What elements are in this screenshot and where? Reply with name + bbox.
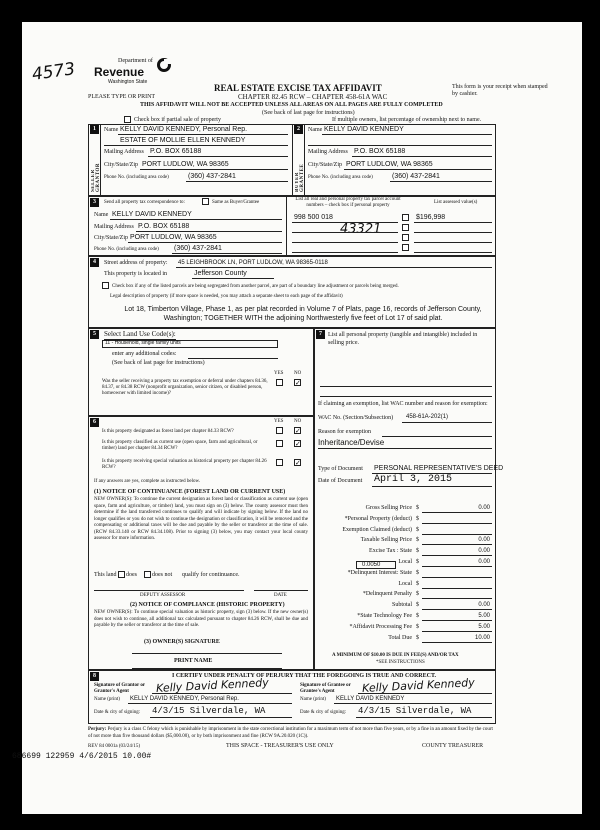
tax-row-label: Excise Tax : State	[369, 548, 412, 554]
see-instructions: *SEE INSTRUCTIONS	[376, 660, 425, 665]
exemption-reason[interactable]: Inheritance/Devise	[318, 438, 385, 447]
tax-row-label: *Personal Property (deduct)	[344, 516, 412, 522]
certify-statement: I CERTIFY UNDER PENALTY OF PERJURY THAT THE FOREGOING IS TRUE AND CORRECT.	[172, 673, 437, 679]
dor-logo: Department of Revenue Washington State	[98, 58, 188, 88]
treasurer-stamp: 686699 122959 4/6/2015 10.00#	[12, 752, 152, 761]
county-treasurer: COUNTY TREASURER	[422, 743, 484, 749]
tax-row-currency: $	[416, 591, 419, 597]
seller-name-2[interactable]: ESTATE OF MOLLIE ELLEN KENNEDY	[120, 137, 246, 144]
seller-label: SELLER GRANTOR	[91, 163, 101, 192]
parcel-1-checkbox[interactable]	[402, 214, 409, 221]
grantee-signature[interactable]: Kelly David Kennedy	[361, 676, 476, 695]
tax-row-currency: $	[416, 613, 419, 619]
wac-number[interactable]: 458-61A-202(1)	[406, 414, 449, 420]
tax-row-label: *Delinquent Interest: State	[347, 570, 412, 576]
handwritten-parcel-note: 43321	[340, 222, 382, 237]
tax-row-label: Exemption Claimed (deduct)	[342, 527, 412, 533]
same-as-buyer-checkbox[interactable]	[202, 198, 209, 205]
assessed-value[interactable]: $196,998	[416, 214, 446, 221]
assessed-header: List assessed value(s)	[434, 200, 478, 205]
tax-row-label: Gross Selling Price	[365, 505, 412, 511]
seller-mailing[interactable]: P.O. BOX 65188	[150, 148, 202, 155]
receipt-note: This form is your receipt when stamped by cashier.	[452, 84, 548, 97]
tax-row-currency: $	[416, 527, 419, 533]
seller-phone[interactable]: (360) 437-2841	[188, 173, 236, 180]
buyer-phone[interactable]: (360) 437-2841	[392, 173, 440, 180]
send-to-name[interactable]: KELLY DAVID KENNEDY	[112, 211, 192, 218]
tax-row-currency: $	[416, 548, 419, 554]
tax-row-currency: $	[416, 559, 419, 565]
tax-row-label: *State Technology Fee	[357, 613, 412, 619]
section-1-marker: 1	[90, 125, 99, 134]
section-5-marker: 5	[90, 330, 99, 339]
section-4-marker: 4	[90, 258, 99, 267]
document-type[interactable]: PERSONAL REPRESENTATIVE'S DEED	[374, 465, 504, 472]
tax-row-value[interactable]: 0.00	[478, 602, 490, 608]
tax-row-currency: $	[416, 505, 419, 511]
tax-row-currency: $	[416, 602, 419, 608]
grantee-date-city[interactable]: 4/3/15 Silverdale, WA	[358, 706, 472, 716]
tax-row-label: Subtotal	[391, 602, 412, 608]
seller-city[interactable]: PORT LUDLOW, WA 98365	[142, 161, 229, 168]
section-2-marker: 2	[294, 125, 303, 134]
section-7-marker: 7	[316, 330, 325, 339]
tax-row-label: Local	[398, 559, 412, 565]
seller-name[interactable]: KELLY DAVID KENNEDY, Personal Rep.	[120, 126, 248, 133]
tax-row-currency: $	[416, 581, 419, 587]
buyer-label: BUYER GRANTEE	[295, 163, 305, 192]
tax-row-currency: $	[416, 635, 419, 641]
section-8-marker: 8	[90, 672, 99, 681]
rev-number: REV 84 0001a (03/24/15)	[88, 744, 140, 749]
parcels-header: List all real and personal property tax parcel account numbers – check box if personal property	[295, 197, 401, 208]
affidavit-page: 4573 Department of Revenue Washington State PLEASE TYPE OR PRINT REAL ESTATE EXCISE TAX AFFIDAVIT CHAPTER 82.45 RCW – CHAPTER 458-61A WAC THIS AFFIDAVIT WILL NOT BE ACCEPTED UNLESS ALL AREAS ON ALL PAGES ARE FULLY COMPLETED (See back of last page for instructions) This form is your receipt when stamped by cashier. Check box if partial sale of property If multiple owners, list percentage of ownership next to name. 1 2 SELLER GRANTOR BUYER GRANTEE Name KELLY DAVID KENNEDY, Personal Rep. ESTATE OF MOLLIE ELLEN KENNEDY Mailing Address P.O. BOX 65188 City/State/Zip PORT LUDLOW, WA 98365 Phone No. (including area code) (360) 437-2841 Name KELLY DAVID KENNEDY Mailing Address P.O. BOX 65188 City/State/Zip PORT LUDLOW, WA 98365 Phone No. (including area code) (360) 437-2841 3 Send all property tax correspondence to: Same as Buyer/Grantee Name KELLY DAVID KENNEDY Mailing Address P.O. BOX 65188 City/State/Zip PORT LUDLOW, WA 98365 Phone No. (including area code) (360) 437-2841 List all real and personal property tax parcel account numbers – check box if personal property List assessed value(s) 998 500 018 $196,998 43321 4 Street address of property: 45 LEIGHBROOK LN, PORT LUDLOW, WA 98365-0118 This property is located in Jefferson County Check box if any of the listed parcels are being segregated from another parcel, are part of a boundary line adjustment or parcels being merged. Legal description of property (if more space is needed, you may attach a separate sheet to each page of the affidavit) Lot 18, Timberton Village, Phase 1, as per plat recorded in Volume 7 of Plats, page 16, records of Jefferson County, Washington; TOGETHER WITH the adjoining Northwesterly five feet of Lot 17 of said plat. 5 Select Land Use Code(s): 11 - Household, single family units enter any additional codes: (See back of last page for instructions) YES NO Was the seller receiving a property tax exemption or deferral under chapters 84.36, 84.37, or 84.38 RCW (nonprofit organization, senior citizen, or disabled person, homeowner with limited income)? ✓ 6 YES NO Is this property designated as forest land per chapter 84.33 RCW? ✓ Is this property classified as current use (open space, farm and agricultural, or timber) land per chapter 84.34 RCW? ✓ Is this property receiving special valuation as historical property per chapter 84.26 RCW? ✓ If any answers are yes, complete as instructed below. (1) NOTICE OF CONTINUANCE (FOREST LAND OR CURRENT USE) NEW OWNER(S): To continue the current designation as forest land or classification as current use (open space, farm and agriculture, or timber) land, you must sign on (3) below. The county assessor must then determine if the land transferred continues to qualify and will indicate by signing below. If the land no longer qualifies or you do not wish to continue the designation or classification, it will be removed and the compensating or additional taxes will be due and payable by the seller or transferor at the time of sale. (RCW 84.33.140 or RCW 84.34.108). Prior to signing (3) below, you may contact your local county assessor for more information. This land does does not qualify for continuance. DEPUTY ASSESSOR DATE (2) NOTICE OF COMPLIANCE (HISTORIC PROPERTY) NEW OWNER(S): To continue special valuation as historic property, sign (3) below. If the new owner(s) does not wish to continue, all additional tax calculated pursuant to chapter 84.26 RCW, shall be due and payable by the seller or transferor at the time of sale. (3) OWNER(S) SIGNATURE PRINT NAME 7 List all personal property (tangible and intangible) included in selling price. If claiming an exemption, list WAC number and reason for exemption: WAC No. (Section/Subsection) 458-61A-202(1) Reason for exemption Inheritance/Devise Type of Document PERSONAL REPRESENTATIVE'S DEED Date of Document April 3, 2015 Gross Selling Price $ 0.00 *Personal Property (deduct) $ Exemption Claimed (deduct) $ Taxable Selling Price $ 0.00 Excise Tax : State $ 0.00 Local $ 0.00 *Delinquent Interest: State $ Local $ *Delinquent Penalty $ Subtotal $ 0.00 *State Technology Fee $ 5.00 *Affidavit Processing Fee $ 5.00 Total Due $ 10.00 0.0050 A MINIMUM OF $10.00 IS DUE IN FEE(S) AND/OR TAX *SEE INSTRUCTIONS 8 I CERTIFY UNDER PENALTY OF PERJURY THAT THE FOREGOING IS TRUE AND CORRECT. Signature of Grantor or Grantor's Agent Kelly David Kennedy Name (print) KELLY DAVID KENNEDY, Personal Rep. Date & city of signing: 4/3/15 Silverdale, WA Signature of Grantee or Grantee's Agent Kelly David Kennedy Name (print) KELLY DAVID KENNEDY Date & city of signing: 4/3/15 Silverdale, WA Perjury: Perjury is a class C felony which is punishable by imprisonment in the state correctional institution for a maximum term of not more than five years, or by a fine in an amount fixed by the court of not more than five thousand dollars ($5,000.00), or by both imprisonment and fine (RCW 9A.20.020 (1C)). REV 84 0001a (03/24/15) THIS SPACE - TREASURER'S USE ONLY COUNTY TREASURER 686699 122959 4/6/2015 10.00#	[22, 22, 582, 814]
s6-q3-yes[interactable]	[276, 459, 283, 466]
please-type: PLEASE TYPE OR PRINT	[88, 94, 156, 100]
grantor-signature[interactable]: Kelly David Kennedy	[155, 676, 270, 695]
section-6-marker: 6	[90, 418, 99, 427]
minimum-note: A MINIMUM OF $10.00 IS DUE IN FEE(S) AND/OR TAX	[332, 653, 459, 658]
tax-row-label: Local	[398, 581, 412, 587]
tax-row-label: *Affidavit Processing Fee	[349, 624, 412, 630]
tax-row-currency: $	[416, 537, 419, 543]
legal-description[interactable]: Lot 18, Timberton Village, Phase 1, as per plat recorded in Volume 7 of Plats, page 16, records of Jefferson County, Washington; TOGETHER WITH the adjoining Northwesterly five feet of Lot 17 of said plat.	[124, 306, 482, 322]
document-date[interactable]: April 3, 2015	[374, 474, 453, 485]
tax-row-value[interactable]: 0.00	[478, 505, 490, 511]
street-address[interactable]: 45 LEIGHBROOK LN, PORT LUDLOW, WA 98365-0118	[178, 260, 328, 266]
tax-row-value[interactable]: 0.00	[478, 537, 490, 543]
form-warning: THIS AFFIDAVIT WILL NOT BE ACCEPTED UNLESS ALL AREAS ON ALL PAGES ARE FULLY COMPLETED	[140, 102, 443, 108]
treasurer-use-only: THIS SPACE - TREASURER'S USE ONLY	[226, 743, 334, 749]
s6-q1-yes[interactable]	[276, 427, 283, 434]
land-does-not-checkbox[interactable]	[144, 571, 151, 578]
tax-row-value[interactable]: 5.00	[478, 613, 490, 619]
county[interactable]: Jefferson County	[194, 270, 247, 277]
parcel-number[interactable]: 998 500 018	[294, 214, 333, 221]
send-to-mailing[interactable]: P.O. BOX 65188	[138, 223, 190, 230]
s5-q1-yes[interactable]	[276, 379, 283, 386]
s6-q3-no[interactable]: ✓	[295, 459, 301, 467]
tax-row-value[interactable]: 5.00	[478, 624, 490, 630]
form-title: REAL ESTATE EXCISE TAX AFFIDAVIT	[214, 83, 382, 93]
see-back-note: (See back of last page for instructions)	[262, 110, 355, 116]
historic-title: (2) NOTICE OF COMPLIANCE (HISTORIC PROPERTY)	[130, 602, 285, 608]
send-to-phone[interactable]: (360) 437-2841	[174, 245, 222, 252]
section-6-box	[88, 416, 314, 670]
tax-row-currency: $	[416, 570, 419, 576]
revenue-logo-icon	[156, 57, 172, 73]
section-3-marker: 3	[90, 198, 99, 207]
send-to-city[interactable]: PORT LUDLOW, WA 98365	[130, 234, 217, 241]
notice-continuance-title: (1) NOTICE OF CONTINUANCE (FOREST LAND OR CURRENT USE)	[94, 489, 286, 495]
multiple-owners-note: If multiple owners, list percentage of ownership next to name.	[332, 117, 482, 123]
parcel-2-checkbox[interactable]	[402, 224, 409, 231]
tax-row-label: Total Due	[388, 635, 412, 641]
parcel-3-checkbox[interactable]	[402, 234, 409, 241]
tax-row-currency: $	[416, 516, 419, 522]
perjury-notice: Perjury: Perjury is a class C felony which is punishable by imprisonment in the state correctional institution for a maximum term of not more than five years, or by a fine in an amount fixed by the court of not more than five thousand dollars ($5,000.00), or by both imprisonment and fine (RCW 9A.20.020 (1C)).	[88, 727, 493, 739]
buyer-name[interactable]: KELLY DAVID KENNEDY	[324, 126, 404, 133]
tax-row-label: Taxable Selling Price	[360, 537, 412, 543]
form-chapter: CHAPTER 82.45 RCW – CHAPTER 458-61A WAC	[238, 93, 388, 101]
tax-row-label: *Delinquent Penalty	[362, 591, 412, 597]
tax-row-value[interactable]: 0.00	[478, 559, 490, 565]
grantor-name-print[interactable]: KELLY DAVID KENNEDY, Personal Rep.	[130, 696, 239, 702]
local-rate: 0.0050	[362, 562, 381, 568]
grantor-date-city[interactable]: 4/3/15 Silverdale, WA	[152, 706, 266, 716]
tax-row-value[interactable]: 10.00	[474, 635, 490, 641]
buyer-mailing[interactable]: P.O. BOX 65188	[354, 148, 406, 155]
owner-signature-label: (3) OWNER(S) SIGNATURE	[144, 639, 220, 645]
s5-q1-no[interactable]: ✓	[295, 379, 301, 387]
s6-q2-no[interactable]: ✓	[295, 440, 301, 448]
partial-sale-checkbox[interactable]	[124, 116, 131, 123]
print-name-label: PRINT NAME	[174, 658, 213, 664]
parcel-4-checkbox[interactable]	[402, 244, 409, 251]
land-does-checkbox[interactable]	[118, 571, 125, 578]
buyer-city[interactable]: PORT LUDLOW, WA 98365	[346, 161, 433, 168]
s6-q2-yes[interactable]	[276, 440, 283, 447]
segregation-checkbox[interactable]	[102, 282, 109, 289]
s6-q1-no[interactable]: ✓	[295, 427, 301, 435]
grantee-name-print[interactable]: KELLY DAVID KENNEDY	[336, 696, 405, 702]
tax-row-currency: $	[416, 624, 419, 630]
handwritten-number: 4573	[30, 59, 77, 85]
land-use-code: 11 - Household, single family units	[105, 340, 181, 346]
tax-row-value[interactable]: 0.00	[478, 548, 490, 554]
